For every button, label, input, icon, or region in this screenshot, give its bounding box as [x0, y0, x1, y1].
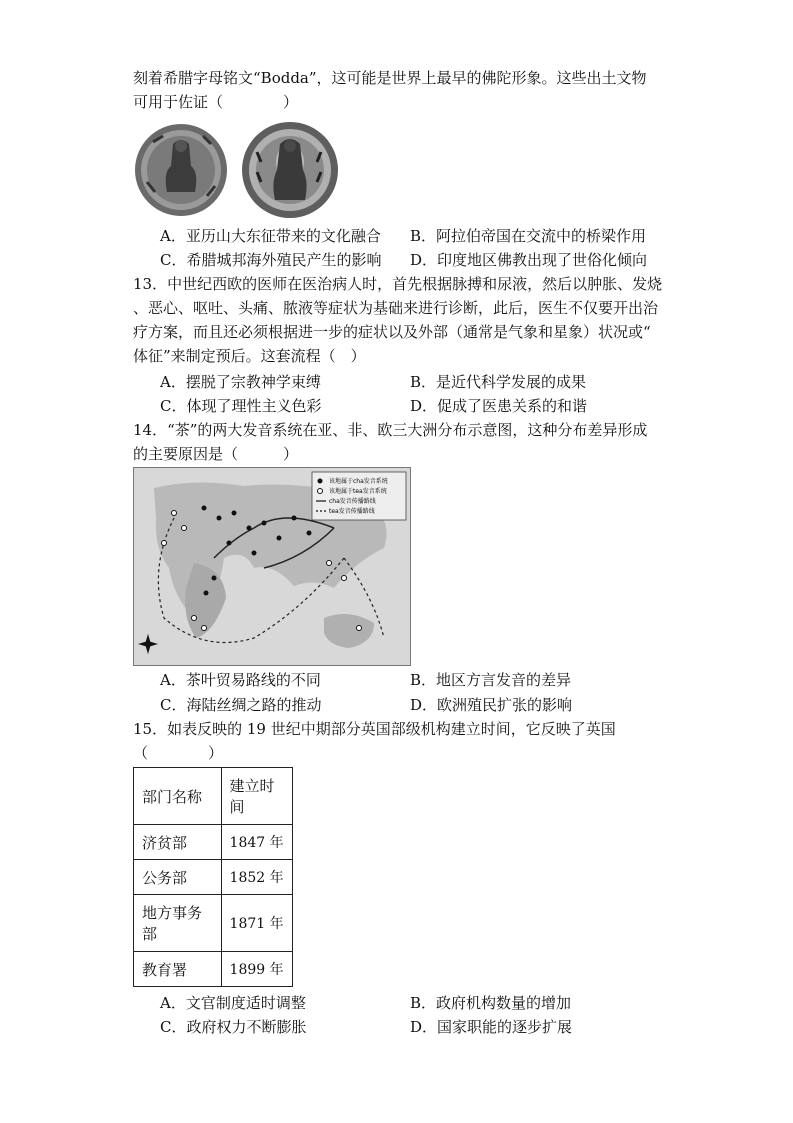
table-cell: 济贫部: [134, 825, 222, 860]
coin-right-image: [242, 122, 338, 218]
map-image: [134, 468, 410, 665]
q14-stem-line2: 的主要原因是（ ）: [133, 445, 299, 463]
compass-icon: [138, 634, 158, 654]
q13-option-d[interactable]: D．促成了医患关系的和谐: [410, 397, 588, 415]
q13-option-b[interactable]: B．是近代科学发展的成果: [410, 373, 587, 391]
table-header: 建立时间: [221, 768, 292, 825]
q15-stem-line2: （ ）: [133, 744, 224, 762]
q15-option-b[interactable]: B．政府机构数量的增加: [410, 994, 572, 1012]
ministry-table: [133, 767, 293, 987]
q12-option-a[interactable]: A．亚历山大东征带来的文化融合: [160, 227, 381, 245]
legend-cha-route: cha发音传播路线: [329, 498, 376, 505]
table-header: 部门名称: [134, 768, 222, 825]
legend-cha-place: 该地属于cha发音系统: [329, 478, 388, 485]
table-cell: 1852 年: [221, 860, 292, 895]
coin-images: [133, 122, 343, 218]
q14-option-b[interactable]: B．地区方言发音的差异: [410, 671, 572, 689]
q14-option-a[interactable]: A．茶叶贸易路线的不同: [160, 671, 321, 689]
legend-tea-route: tea发音传播路线: [329, 508, 375, 515]
table-row: [134, 860, 293, 895]
table-cell: 1871 年: [221, 895, 292, 952]
table-header-row: [134, 768, 293, 825]
table-cell: 1847 年: [221, 825, 292, 860]
q12-option-d[interactable]: D．印度地区佛教出现了世俗化倾向: [410, 251, 648, 269]
q12-option-c[interactable]: C．希腊城邦海外殖民产生的影响: [160, 251, 382, 269]
table-cell: 教育署: [134, 952, 222, 987]
table-cell: 公务部: [134, 860, 222, 895]
table-cell: 地方事务部: [134, 895, 222, 952]
q15-option-c[interactable]: C．政府权力不断膨胀: [160, 1018, 307, 1036]
q14-option-d[interactable]: D．欧洲殖民扩张的影响: [410, 696, 573, 714]
coin-left-image: [135, 124, 227, 216]
q15-stem-line1: 15．如表反映的 19 世纪中期部分英国部级机构建立时间，它反映了英国: [133, 720, 616, 738]
tea-pronunciation-map: [133, 467, 411, 666]
table-cell: 1899 年: [221, 952, 292, 987]
q14-option-c[interactable]: C．海陆丝绸之路的推动: [160, 696, 322, 714]
q12-stem-line2: 可用于佐证（ ）: [133, 93, 299, 111]
q12-stem-line1: 刻着希腊字母铭文“Bodda”，这可能是世界上最早的佛陀形象。这些出土文物: [133, 69, 647, 87]
q13-option-c[interactable]: C．体现了理性主义色彩: [160, 397, 322, 415]
q13-stem-line3: 疗方案，而且还必须根据进一步的症状以及外部（通常是气象和星象）状况或“: [133, 323, 651, 341]
q13-stem-line1: 13．中世纪西欧的医师在医治病人时，首先根据脉搏和尿液，然后以肿胀、发烧: [133, 275, 663, 293]
legend-tea-place: 该地属于tea发音系统: [329, 488, 387, 495]
table-row: [134, 895, 293, 952]
q13-option-a[interactable]: A．摆脱了宗教神学束缚: [160, 373, 321, 391]
q15-option-d[interactable]: D．国家职能的逐步扩展: [410, 1018, 573, 1036]
q13-stem-line2: 、恶心、呕吐、头痛、脓液等症状为基础来进行诊断，此后，医生不仅要开出治: [133, 299, 659, 317]
table-row: [134, 952, 293, 987]
table-row: [134, 825, 293, 860]
q15-option-a[interactable]: A．文官制度适时调整: [160, 994, 306, 1012]
q13-stem-line4: 体征”来制定预后。这套流程（ ）: [133, 347, 366, 365]
q12-option-b[interactable]: B．阿拉伯帝国在交流中的桥梁作用: [410, 227, 647, 245]
q14-stem-line1: 14．“茶”的两大发音系统在亚、非、欧三大洲分布示意图，这种分布差异形成: [133, 421, 648, 439]
